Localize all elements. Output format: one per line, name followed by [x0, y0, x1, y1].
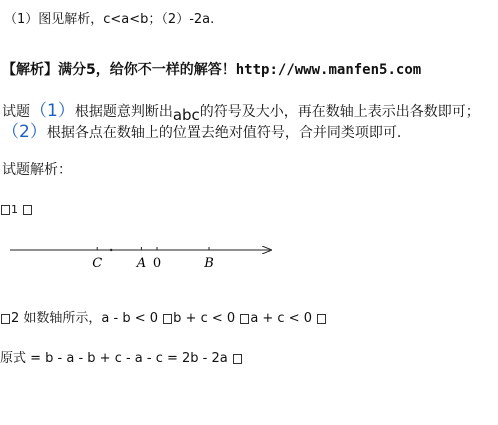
point-label-B: B — [204, 256, 214, 271]
banner-url[interactable]: http://www.manfen5.com — [235, 62, 422, 78]
section-title: 试题解析： — [2, 162, 72, 178]
banner-prefix: 【解析】满分5，给你不一样的解答！ — [2, 62, 236, 78]
axis-dot — [110, 249, 112, 251]
point-label-0: 0 — [152, 256, 162, 271]
p1-abc: abc — [172, 106, 200, 124]
step2-number: 2 — [11, 311, 20, 326]
answer-line: （1）图见解析，c<a<b；（2）-2a. — [4, 12, 215, 27]
missing-glyph-icon — [1, 205, 10, 215]
point-label-C: C — [92, 256, 103, 271]
banner — [2, 59, 421, 79]
step1-label — [0, 203, 33, 216]
step2-text: 如数轴所示，a - b < 0 — [23, 311, 159, 326]
p1-lead: 试题 — [2, 104, 30, 120]
axis-points — [92, 247, 214, 271]
step2-text-2: b + c < 0 — [173, 311, 236, 326]
analysis-paragraph-2 — [2, 117, 401, 142]
missing-glyph-icon — [23, 205, 32, 215]
step1-number: 1 — [11, 203, 18, 216]
p2-text: 根据各点在数轴上的位置去绝对值符号，合并同类项即可. — [46, 125, 402, 141]
p1-text-b: 的符号及大小，再在数轴上表示出各数即可； — [199, 104, 480, 120]
step3-line — [0, 347, 243, 366]
step3-text: 原式 = b - a - b + c - a - c = 2b - 2a — [0, 351, 228, 366]
point-label-A: A — [136, 256, 147, 271]
missing-glyph-icon — [163, 314, 172, 324]
p1-number: （1） — [30, 101, 75, 121]
missing-glyph-icon — [1, 314, 10, 324]
missing-glyph-icon — [240, 314, 249, 324]
missing-glyph-icon — [233, 354, 242, 364]
number-line — [0, 232, 498, 277]
p2-number: （2） — [2, 122, 47, 142]
p1-text-a: 根据题意判断出 — [74, 104, 173, 120]
missing-glyph-icon — [317, 314, 326, 324]
step2-line — [0, 307, 327, 326]
step2-text-3: a + c < 0 — [250, 311, 313, 326]
